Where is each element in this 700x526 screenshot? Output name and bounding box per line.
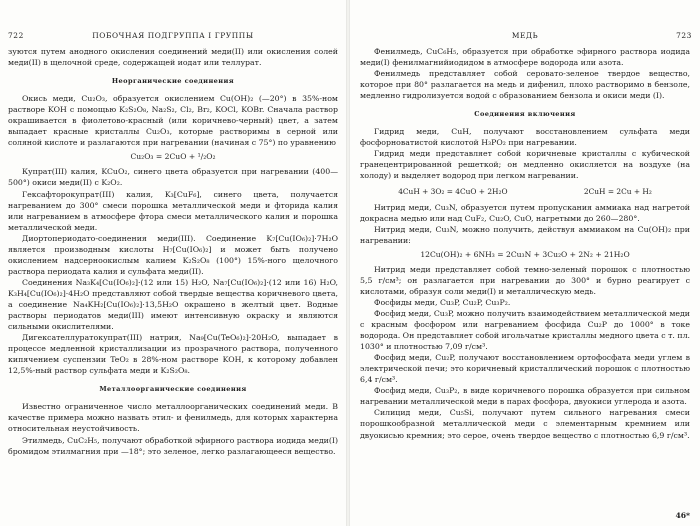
paragraph: Фосфид меди, Cu₂P, получают восстановлением ортофосфата меди углем в электрической печи; это коричневый кристаллический порошок с плотностью 6,4 г/см³.	[360, 353, 690, 385]
equation-row	[360, 186, 690, 197]
paragraph: Нитрид меди, Cu₃N, можно получить, действуя аммиаком на Cu(OH)₂ при нагревании:	[360, 224, 690, 245]
equation: 12Cu(OH)₂ + 6NH₃ = 2Cu₃N + 3Cu₂O + 2N₂ + 21H₂O	[420, 249, 630, 259]
paragraph: Дигексателлуратокупрат(III) натрия, Na₉[Cu(TeO₆)₂]·20H₂O, выпадает в процессе медленной кристаллизации из прозрачного раствора, полученного кипячением суспензии TeO₂ в 28%-ном растворе KOH, к которому добавлен 12,5%-ный раствор сульфата меди и K₂S₂O₈.	[8, 333, 338, 376]
page-footer-mark: 46*	[675, 511, 690, 520]
paragraph: Гидрид меди представляет собой коричневые кристаллы с кубической гранецентрированной решеткой; он медленно окисляется на воздухе (на холоду) и выделяет водород при легком нагревании.	[360, 149, 690, 181]
paragraph: Диортопериодато-соединения меди(III). Соединение K₇[Cu(IO₆)₂]·7H₂O является производным кислоты H₇[Cu(IO₆)₂] и может быть получено окислением надсерноокислым калием K₂S₂O₈ (100°) 15%-ного щелочного раствора периодата калия и сульфата меди(II).	[8, 233, 338, 276]
paragraph: зуются путем анодного окисления соединений меди(II) или окисления солей меди(II) в щелочной среде, содержащей иодат или теллурат.	[8, 47, 338, 68]
paragraph: Соединения Na₃K₄[Cu(IO₆)₂]·(12 или 15) H₂O, Na₇[Cu(IO₆)₂]·(12 или 16) H₂O, K₃H₄[Cu(IO₆)₂]·4H₂O представляют собой твердые вещества коричневого цвета, а соединение Na₄KH₂[Cu(IO₆)₂]·13,5H₂O окрашено в желтый цвет. Водные растворы периодатов меди(III) имеют интенсивную окраску и являются сильными окислителями.	[8, 277, 338, 332]
paragraph: Гексафторокупрат(III) калия, K₃[CuF₆], синего цвета, получается нагреванием до 300° смеси порошка металлической меди и фторида калия или нагреванием в атмосфере фтора смеси металлического калия и порошка металлической меди.	[8, 189, 338, 232]
page-number: 723	[676, 31, 692, 40]
paragraph: Фосфид меди, Cu₃P₂, в виде коричневого порошка образуется при сильном нагревании металлической меди в парах фосфора, двуокиси углерода и азота.	[360, 386, 690, 407]
paragraph: Фосфиды меди, Cu₃P, Cu₂P, Cu₃P₂.	[374, 297, 511, 307]
right-page-body	[360, 46, 690, 506]
equation: Cu₂O₃ = 2CuO + ¹/₂O₂	[130, 152, 216, 162]
right-page-header	[358, 31, 692, 41]
paragraph: Гидрид меди, CuH, получают восстановлением сульфата меди фосфорноватистой кислотой H₃PO₂ при нагревании.	[360, 127, 690, 148]
paragraph: Нитрид меди, Cu₃N, образуется путем пропускания аммиака над нагретой докрасна медью или над CuF₂, Cu₂O, CuO, нагретыми до 260—280°.	[360, 202, 690, 223]
paragraph: Этилмедь, CuC₂H₅, получают обработкой эфирного раствора иодида меди(I) бромидом этилмагния при —18°; это зеленое, легко разлагающееся вещество.	[8, 435, 338, 456]
section-heading: Соединения включения	[474, 110, 576, 119]
page-number: 722	[8, 31, 24, 40]
section-heading: Металлоорганические соединения	[99, 385, 247, 394]
paragraph: Фенилмедь представляет собой серовато-зеленое твердое вещество, которое при 80° разлагается на медь и дифенил, плохо растворимо в бензоле, медленно гидролизуется водой с образованием бензола и окиси меди (I).	[360, 69, 690, 101]
paragraph: Фосфид меди, Cu₃P, можно получить взаимодействием металлической меди с красным фосфором или нагреванием фосфида Cu₂P до 1000° в токе водорода. Он представляет собой игольчатые кристаллы медного цвета с т. пл. 1030° и плотностью 7,09 г/см³.	[360, 308, 690, 352]
paragraph: Фенилмедь, CuC₆H₅, образуется при обработке эфирного раствора иодида меди(I) фенилмагнийиодидом в атмосфере водорода или азота.	[360, 47, 690, 68]
section-heading: Неорганические соединения	[111, 77, 235, 86]
right-page	[350, 0, 700, 526]
running-title: ПОБОЧНАЯ ПОДГРУППА I ГРУППЫ	[92, 31, 254, 40]
paragraph: Купрат(III) калия, KCuO₂, синего цвета образуется при нагревании (400—500°) окиси меди(II) с K₂O₂.	[8, 167, 338, 188]
paragraph: Силицид меди, Cu₅Si, получают путем сильного нагревания смеси порошкообразной металлической меди с элементарным кремнием или двуокисью кремния; это серое, очень твердое вещество с плотностью 6,9 г/см³.	[360, 408, 690, 440]
left-page-body	[8, 46, 338, 506]
paragraph: Известно ограниченное число металлоорганических соединений меди. В качестве примера можно назвать этил- и фенилмедь, для которых характерна относительная неустойчивость.	[8, 402, 338, 434]
paragraph: Нитрид меди представляет собой темно-зеленый порошок с плотностью 5,5 г/см³; он разлагается при нагревании до 300° и бурно реагирует с кислотами, образуя соли меди(I) и металлическую медь.	[360, 264, 690, 296]
left-page-header	[8, 31, 338, 41]
left-page	[0, 0, 346, 526]
equation: 4CuH + 3O₂ = 4CuO + 2H₂O	[398, 186, 508, 196]
paragraph: Окись меди, Cu₂O₃, образуется окислением Cu(OH)₂ (—20°) в 35%-ном растворе KOH с помощью K₂S₂O₈, Na₂S₂, Cl₂, Br₂, KOCl, KOBr. Сначала раствор окрашивается в фиолетово-красный (или коричнево-черный) цвет, а затем выпадает красные кристаллы Cu₂O₃, которые растворимы в серной или соляной кислоте и разлагаются при нагревании (начиная с 75°) по уравнению	[8, 94, 338, 148]
equation: 2CuH = 2Cu + H₂	[583, 186, 652, 196]
running-title: МЕДЬ	[511, 31, 539, 40]
